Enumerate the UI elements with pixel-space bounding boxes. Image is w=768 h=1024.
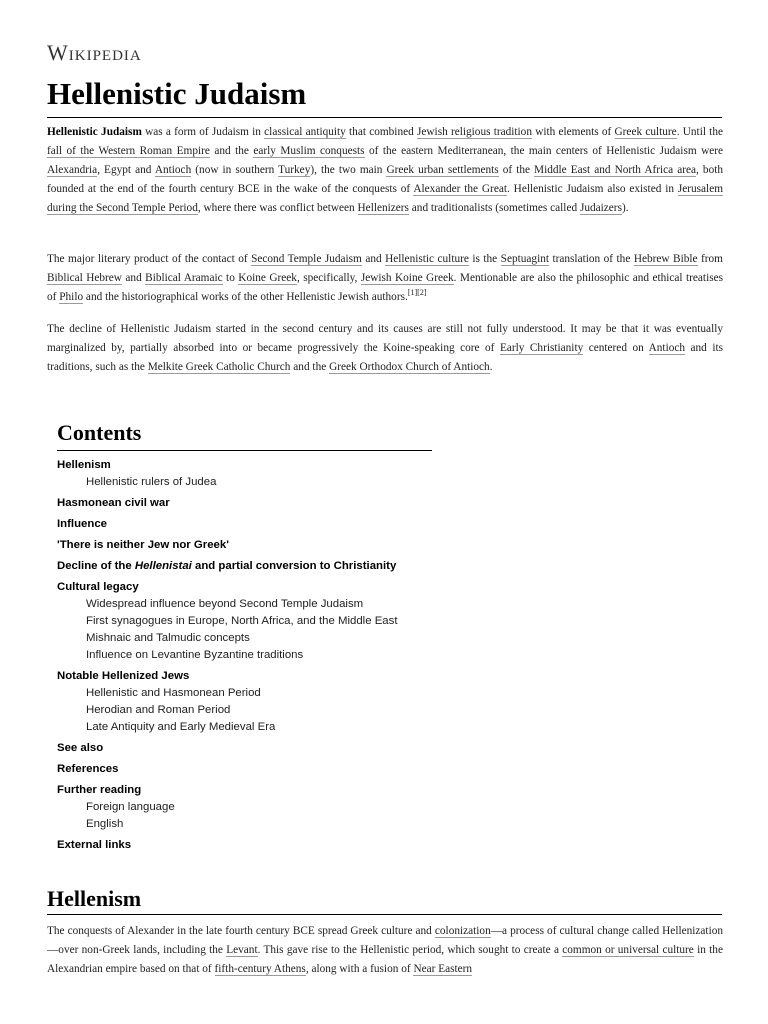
toc-subitem[interactable]: Foreign language (86, 801, 175, 813)
intro-paragraph-2 (47, 250, 723, 307)
text-run: and the (209, 145, 254, 157)
wiki-link[interactable]: Jewish religious tradition (416, 126, 532, 138)
text-run: of the (498, 164, 535, 176)
text-run: to (222, 272, 239, 284)
toc-link-part: Decline of the (57, 560, 135, 572)
text-run: . Mentionable are also the philosophic and ethical treatises of (47, 272, 724, 303)
page-title: Hellenistic Judaism (47, 76, 307, 111)
text-run: The major literary product of the contact of (47, 253, 252, 265)
toc-subitem[interactable]: Mishnaic and Talmudic concepts (86, 632, 250, 644)
text-run: , both founded at the end of the fourth century BCE in the wake of the conquests of (47, 164, 723, 195)
text-run: The decline of Hellenistic Judaism started in the second century and its causes are still not fully understood. It may be that it was eventually marginalized by, partially absorbed into or became progressively the Koine-speaking core of (47, 323, 723, 354)
intro-paragraph-3 (47, 320, 723, 377)
toc-link[interactable]: References (57, 763, 119, 775)
toc-divider (57, 450, 432, 451)
toc-item (57, 495, 457, 512)
text-run: of the eastern Mediterranean, the main centers of Hellenistic Judaism were (364, 145, 724, 157)
wiki-link[interactable]: Hellenistic culture (385, 253, 469, 265)
table-of-contents (57, 420, 457, 858)
section-divider (47, 914, 722, 915)
toc-link[interactable] (57, 558, 457, 575)
toc-sublist (86, 685, 457, 736)
toc-sublist (86, 799, 457, 833)
text-run: (now in southern (191, 164, 279, 176)
toc-link[interactable]: Hasmonean civil war (57, 497, 170, 509)
toc-subitem[interactable]: Widespread influence beyond Second Temple Judaism (86, 598, 364, 610)
wiki-link[interactable]: Alexandria (47, 164, 98, 176)
wiki-link[interactable]: Greek culture (614, 126, 677, 138)
text-run: with elements of (531, 126, 615, 138)
text-run: —a process of cultural change called Hellenization—over non-Greek lands, including the (47, 925, 724, 956)
wiki-link[interactable]: Hebrew Bible (633, 253, 698, 265)
toc-link[interactable]: Cultural legacy (57, 581, 139, 593)
citation-ref[interactable]: [1][2] (407, 288, 427, 298)
wiki-link[interactable]: fall of the Western Roman Empire (47, 145, 210, 157)
toc-link[interactable]: Hellenism (57, 459, 111, 471)
text-run: centered on (583, 342, 649, 354)
toc-link[interactable]: External links (57, 839, 132, 851)
toc-link[interactable]: Further reading (57, 784, 142, 796)
toc-item (57, 457, 457, 491)
text-run: that combined (345, 126, 417, 138)
wiki-link[interactable]: classical antiquity (264, 126, 346, 138)
toc-link-part: Hellenistai (134, 560, 192, 572)
toc-item (57, 782, 457, 833)
toc-item (57, 837, 457, 854)
wiki-link[interactable]: Hellenizers (357, 202, 409, 214)
wiki-link[interactable]: Philo (59, 291, 84, 303)
toc-subitem[interactable]: English (86, 818, 124, 830)
toc-link[interactable]: Notable Hellenized Jews (57, 670, 190, 682)
text-run: and (121, 272, 146, 284)
toc-item (57, 579, 457, 664)
toc-item (57, 740, 457, 757)
text-run: and the historiographical works of the other Hellenistic Jewish authors. (83, 291, 408, 303)
text-run: and its traditions, such as the (47, 342, 723, 373)
text-run: The conquests of Alexander in the late fourth century BCE spread Greek culture and (47, 925, 435, 937)
text-run: . Hellenistic Judaism also existed in (507, 183, 678, 195)
toc-link[interactable]: Influence (57, 518, 108, 530)
wiki-link[interactable]: Middle East and North Africa area (534, 164, 697, 176)
toc-subitem[interactable]: Hellenistic rulers of Judea (86, 476, 217, 488)
toc-sublist (86, 596, 457, 664)
wiki-link[interactable]: Biblical Hebrew (47, 272, 122, 284)
text-run: ), the two main (310, 164, 387, 176)
wiki-link[interactable]: Jewish Koine Greek (360, 272, 454, 284)
wiki-link[interactable]: Biblical Aramaic (145, 272, 223, 284)
hellenism-paragraph-1 (47, 922, 723, 979)
toc-item (57, 558, 457, 575)
wiki-link[interactable]: Alexander the Great (413, 183, 507, 195)
wiki-link[interactable]: Melkite Greek Catholic Church (147, 361, 291, 373)
wiki-link[interactable]: Greek Orthodox Church of Antioch (329, 361, 490, 373)
wikipedia-logo[interactable]: Wikipedia (47, 40, 142, 65)
wiki-link[interactable]: Koine Greek (238, 272, 297, 284)
text-run: ). (621, 202, 629, 214)
wiki-link[interactable]: Greek urban settlements (386, 164, 499, 176)
wiki-link[interactable]: Second Temple Judaism (251, 253, 362, 265)
wiki-link[interactable]: Early Christianity (499, 342, 584, 354)
text-run: . (489, 361, 493, 373)
wiki-link[interactable]: Turkey (278, 164, 311, 176)
text-run: and the (290, 361, 330, 373)
text-run: . This gave rise to the Hellenistic period, which sought to create a (257, 944, 563, 956)
title-divider (47, 117, 722, 118)
wiki-link[interactable]: Antioch (154, 164, 192, 176)
section-heading-hellenism: Hellenism (47, 886, 142, 911)
text-run: translation of the (549, 253, 634, 265)
intro-paragraph-1 (47, 123, 723, 218)
text-run: was a form of Judaism in (141, 126, 265, 138)
toc-subitem[interactable]: Herodian and Roman Period (86, 704, 231, 716)
wiki-link[interactable]: early Muslim conquests (253, 145, 365, 157)
toc-sublist (86, 474, 457, 491)
toc-item (57, 516, 457, 533)
toc-subitem[interactable]: First synagogues in Europe, North Africa, and the Middle East (86, 615, 398, 627)
toc-link[interactable]: See also (57, 742, 104, 754)
wiki-link[interactable]: Septuagint (500, 253, 549, 265)
text-run: and traditionalists (sometimes called (408, 202, 580, 214)
bold-term: Hellenistic Judaism (47, 126, 142, 138)
text-run: , Egypt and (97, 164, 155, 176)
toc-link[interactable]: 'There is neither Jew nor Greek' (57, 539, 229, 551)
wiki-link[interactable]: Antioch (648, 342, 686, 354)
toc-subitem[interactable]: Influence on Levantine Byzantine traditions (86, 649, 304, 661)
wiki-link[interactable]: colonization (434, 925, 491, 937)
wiki-link[interactable]: Near Eastern (413, 963, 473, 975)
text-run: is the (468, 253, 501, 265)
text-run: , specifically, (296, 272, 361, 284)
toc-heading: Contents (57, 420, 142, 445)
wiki-link[interactable]: Judaizers (579, 202, 622, 214)
text-run: . Until the (676, 126, 723, 138)
text-run: in the Alexandrian empire based on that of (47, 944, 723, 975)
text-run: and (361, 253, 386, 265)
wiki-link[interactable]: Levant (226, 944, 258, 956)
text-run: , along with a fusion of (305, 963, 414, 975)
toc-item (57, 537, 457, 554)
toc-list (57, 457, 457, 854)
toc-item (57, 761, 457, 778)
text-run: from (697, 253, 723, 265)
toc-link-part: and partial conversion to Christianity (191, 560, 397, 572)
toc-subitem[interactable]: Late Antiquity and Early Medieval Era (86, 721, 276, 733)
text-run: , where there was conflict between (197, 202, 358, 214)
toc-item (57, 668, 457, 736)
wiki-link[interactable]: Jerusalem during the Second Temple Period (47, 183, 723, 214)
toc-subitem[interactable]: Hellenistic and Hasmonean Period (86, 687, 261, 699)
wiki-link[interactable]: common or universal culture (562, 944, 694, 956)
wiki-link[interactable]: fifth-century Athens (214, 963, 306, 975)
